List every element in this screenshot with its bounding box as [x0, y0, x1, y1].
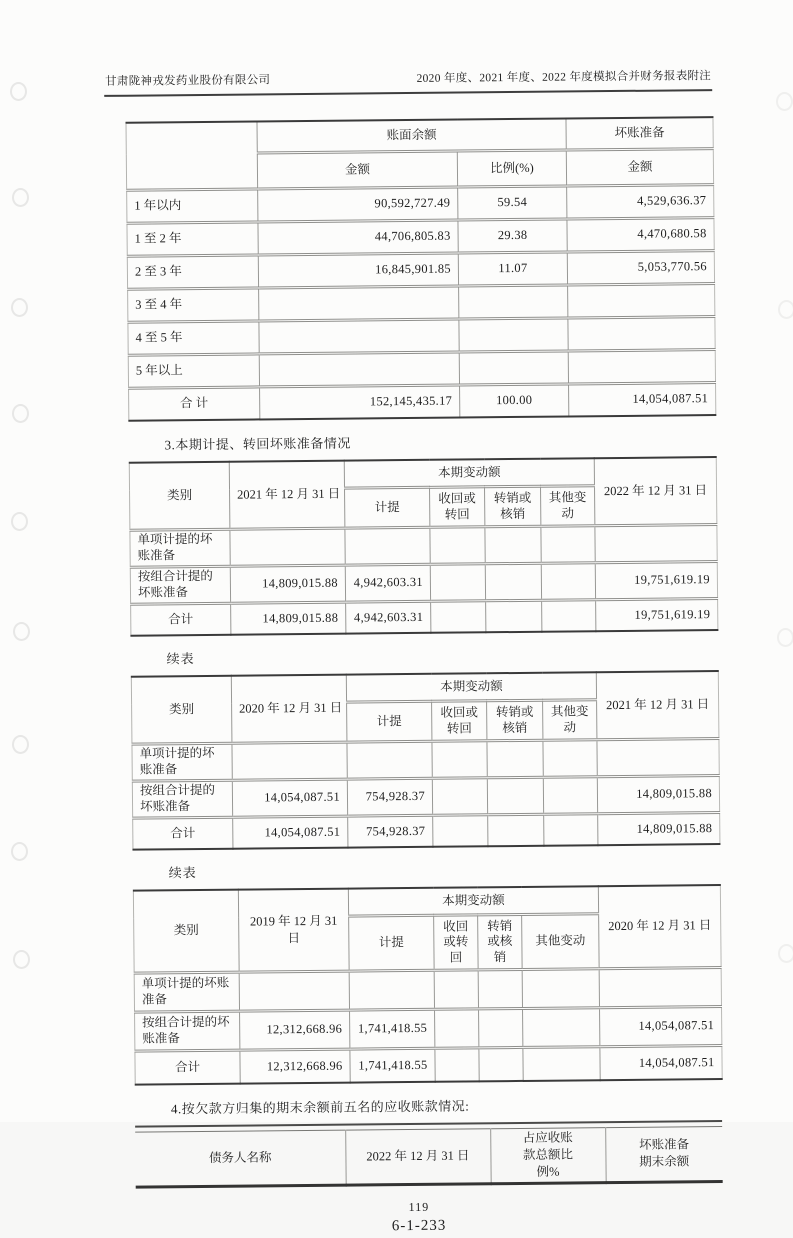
- document-header: [104, 67, 712, 97]
- writeoff-header: 转销或核销: [478, 914, 523, 969]
- provision-table-2021: [131, 670, 721, 851]
- end-balance-cell: 14,054,087.51: [600, 1046, 722, 1081]
- table-row: [132, 739, 719, 782]
- recovery-cell: [430, 527, 485, 565]
- bad-debt-group-header: 坏账准备: [566, 117, 713, 150]
- amount-cell: 44,706,805.83: [258, 220, 458, 255]
- recovery-cell: [432, 741, 487, 779]
- scan-artifact: [11, 512, 28, 531]
- document-content: [104, 67, 723, 1237]
- aging-bucket-label: 2 至 3 年: [127, 255, 258, 289]
- scan-artifact: [11, 298, 28, 317]
- begin-balance-cell: 14,809,015.88: [231, 602, 346, 635]
- writeoff-cell: [487, 777, 543, 815]
- other-change-cell: [541, 526, 595, 564]
- category-header: 类别: [131, 676, 232, 744]
- report-title: 2020 年度、2021 年度、2022 年度模拟合并财务报表附注: [416, 70, 712, 85]
- continued-table-label: 续表: [166, 651, 195, 667]
- total-label: 合计: [170, 825, 196, 841]
- amount-cell: 90,592,727.49: [258, 187, 458, 222]
- bad-debt-cell: 4,470,680.58: [567, 218, 714, 252]
- table-row: [134, 968, 721, 1013]
- other-change-cell: [522, 969, 599, 1009]
- scan-artifact: [778, 944, 793, 963]
- bad-debt-cell: [568, 284, 715, 318]
- recovery-header: 收回或转回: [430, 487, 485, 528]
- ratio-cell: [459, 318, 568, 352]
- other-change-cell: [543, 740, 597, 778]
- table-row: [133, 885, 720, 918]
- recovery-cell: [435, 1048, 479, 1082]
- table-row: [128, 350, 715, 389]
- amount-cell: 152,145,435.17: [260, 385, 460, 419]
- ratio-cell: 59.54: [458, 186, 567, 220]
- aging-label-header-cell: [126, 121, 258, 190]
- ratio-cell: [459, 285, 568, 319]
- begin-date-header: 2020 年 12 月 31 日: [231, 675, 347, 744]
- category-label: 单项计提的坏账准备: [132, 743, 232, 781]
- recovery-header: 收回或转回: [434, 915, 479, 970]
- begin-balance-cell: 14,809,015.88: [230, 565, 345, 603]
- scan-artifact: [11, 842, 28, 861]
- writeoff-header: 转销或核销: [485, 486, 541, 527]
- category-label: 单项计提的坏账准备: [134, 972, 239, 1012]
- table-row: [131, 671, 718, 704]
- recovery-cell: [431, 601, 486, 633]
- other-change-header: 其他变动: [541, 486, 595, 527]
- writeoff-cell: [485, 526, 541, 564]
- begin-date-header: 2019 年 12 月 31 日: [238, 889, 349, 973]
- begin-balance-cell: [232, 742, 347, 780]
- accrual-cell: 4,942,603.31: [345, 564, 430, 602]
- scan-artifact: [776, 92, 793, 111]
- table-row: [132, 776, 719, 819]
- page-footer: [115, 1197, 723, 1238]
- amount-header: 金额: [257, 151, 457, 189]
- bad-debt-cell: [568, 350, 715, 384]
- total-label: 合计: [174, 1059, 201, 1074]
- top5-table-wrap: [135, 1120, 723, 1188]
- writeoff-cell: [479, 1047, 523, 1081]
- accrual-cell: [347, 741, 432, 779]
- ratio-cell: [459, 351, 568, 385]
- end-balance-cell: 14,809,015.88: [597, 776, 719, 814]
- end-balance-cell: [595, 525, 717, 563]
- begin-balance-cell: 14,054,087.51: [232, 779, 347, 817]
- begin-balance-cell: 14,054,087.51: [233, 816, 348, 849]
- end-date-header: 2022 年 12 月 31 日: [594, 457, 717, 526]
- end-balance-cell: [599, 968, 721, 1008]
- bad-debt-cell: 4,529,636.37: [567, 185, 714, 219]
- table-row: [128, 284, 715, 323]
- other-change-header: 其他变动: [543, 700, 597, 741]
- scan-artifact: [778, 300, 793, 319]
- end-balance-cell: 19,751,619.19: [596, 599, 718, 632]
- table-row: [128, 317, 715, 356]
- continued-table-label: 续表: [168, 865, 197, 881]
- company-name: 甘肃陇神戎发药业股份有限公司: [105, 74, 271, 88]
- ratio-header: 占应收账款总额比例%: [490, 1128, 606, 1184]
- writeoff-cell: [478, 969, 522, 1008]
- begin-date-header: 2021 年 12 月 31 日: [229, 461, 345, 530]
- debtor-name-header: 债务人名称: [208, 1149, 272, 1165]
- recovery-header: 收回或转回: [432, 701, 487, 742]
- begin-balance-cell: [239, 971, 349, 1011]
- aging-analysis-table: [125, 116, 716, 422]
- table-row: [131, 599, 718, 636]
- bad-debt-ending-header: 坏账准备期末余额: [605, 1127, 723, 1183]
- recovery-cell: [430, 564, 485, 602]
- section-heading-top5: 4.按欠款方归集的期末余额前五名的应收账款情况:: [170, 1098, 470, 1117]
- other-change-cell: [544, 814, 598, 846]
- aging-bucket-label: 1 至 2 年: [127, 222, 258, 256]
- aging-bucket-label: 4 至 5 年: [128, 321, 259, 355]
- other-change-cell: [542, 600, 596, 632]
- other-change-cell: [541, 563, 595, 601]
- accrual-cell: 754,928.37: [348, 815, 433, 847]
- provision-table-2020: [133, 884, 723, 1086]
- end-date-header: 2020 年 12 月 31 日: [598, 885, 721, 969]
- recovery-cell: [434, 970, 478, 1009]
- scan-artifact: [12, 188, 29, 207]
- scan-artifact: [777, 628, 793, 647]
- top5-receivables-table: [135, 1126, 723, 1188]
- aging-bucket-label: 5 年以上: [128, 354, 259, 388]
- table-row: [135, 1007, 722, 1052]
- accrual-header: 计提: [345, 487, 430, 528]
- amount-cell: [259, 286, 459, 321]
- book-balance-group-header: 账面余额: [257, 118, 566, 152]
- scan-artifact: [13, 950, 30, 969]
- bad-debt-cell: [568, 317, 715, 351]
- category-label: 单项计提的坏账准备: [130, 529, 230, 567]
- provision-table-2022: [129, 456, 719, 637]
- accrual-cell: 1,741,418.55: [350, 1048, 435, 1082]
- writeoff-header: 转销或核销: [487, 700, 543, 741]
- total-label: 合计: [168, 611, 194, 627]
- category-header: 类别: [129, 462, 230, 530]
- amount-cell: [259, 319, 459, 354]
- accrual-header: 计提: [347, 701, 432, 742]
- bad-debt-cell: 14,054,087.51: [569, 383, 716, 417]
- other-change-cell: [543, 777, 597, 815]
- scan-artifact: [13, 622, 30, 641]
- table-row: [129, 383, 716, 421]
- table-row: [129, 457, 716, 490]
- aging-bucket-label: 1 年以内: [127, 189, 258, 223]
- end-balance-cell: 19,751,619.19: [595, 562, 717, 600]
- begin-balance-cell: [230, 528, 345, 566]
- accrual-cell: 754,928.37: [347, 778, 432, 816]
- section-heading-provision: 3.本期计提、转回坏账准备情况: [164, 435, 351, 453]
- ratio-cell: 11.07: [458, 252, 567, 286]
- accrual-cell: [345, 527, 430, 565]
- table-row: [130, 525, 717, 568]
- scan-artifact: [12, 404, 29, 423]
- other-change-cell: [523, 1047, 600, 1081]
- bad-debt-cell: 5,053,770.56: [567, 251, 714, 285]
- accrual-header: 计提: [349, 915, 435, 971]
- total-label: 合 计: [180, 396, 209, 411]
- table-row: [130, 562, 717, 605]
- ratio-cell: 100.00: [460, 384, 569, 418]
- writeoff-cell: [485, 563, 541, 601]
- scan-artifact: [10, 82, 27, 101]
- end-balance-cell: 14,809,015.88: [598, 813, 720, 846]
- document-number: 6-1-233: [391, 1217, 447, 1234]
- table-row: [135, 1046, 722, 1085]
- end-balance-cell: [597, 739, 719, 777]
- begin-balance-cell: 12,312,668.96: [240, 1010, 350, 1050]
- ratio-cell: 29.38: [458, 219, 567, 253]
- writeoff-cell: [486, 600, 542, 632]
- writeoff-cell: [488, 814, 544, 846]
- table-row: [133, 813, 720, 850]
- end-date-header: 2021 年 12 月 31 日: [596, 671, 719, 740]
- recovery-cell: [435, 1009, 479, 1048]
- category-label: 按组合计提的坏账准备: [130, 566, 230, 604]
- aging-bucket-label: 3 至 4 年: [128, 288, 259, 322]
- other-change-cell: [523, 1008, 600, 1048]
- table-row: [135, 1127, 722, 1187]
- category-label: 按组合计提的坏账准备: [135, 1011, 240, 1051]
- page-number: 119: [408, 1199, 430, 1214]
- accrual-cell: 1,741,418.55: [350, 1009, 435, 1049]
- change-group-header: 本期变动额: [346, 672, 596, 702]
- other-change-header: 其他变动: [522, 914, 600, 970]
- category-label: 按组合计提的坏账准备: [132, 780, 232, 818]
- category-header: 类别: [133, 890, 239, 974]
- date-header: 2022 年 12 月 31 日: [345, 1129, 491, 1185]
- amount-cell: 16,845,901.85: [258, 253, 458, 288]
- amount-cell: [259, 352, 459, 387]
- accrual-cell: 4,942,603.31: [346, 601, 431, 633]
- recovery-cell: [432, 778, 487, 816]
- writeoff-cell: [479, 1008, 523, 1047]
- begin-balance-cell: 12,312,668.96: [240, 1049, 350, 1084]
- recovery-cell: [433, 815, 488, 847]
- end-balance-cell: 14,054,087.51: [600, 1007, 722, 1047]
- change-group-header: 本期变动额: [348, 886, 598, 916]
- scan-artifact: [12, 735, 29, 754]
- ratio-header: 比例(%): [457, 150, 566, 187]
- bad-debt-amount-header: 金额: [566, 149, 713, 186]
- writeoff-cell: [487, 740, 543, 778]
- change-group-header: 本期变动额: [344, 458, 594, 488]
- accrual-cell: [349, 970, 434, 1010]
